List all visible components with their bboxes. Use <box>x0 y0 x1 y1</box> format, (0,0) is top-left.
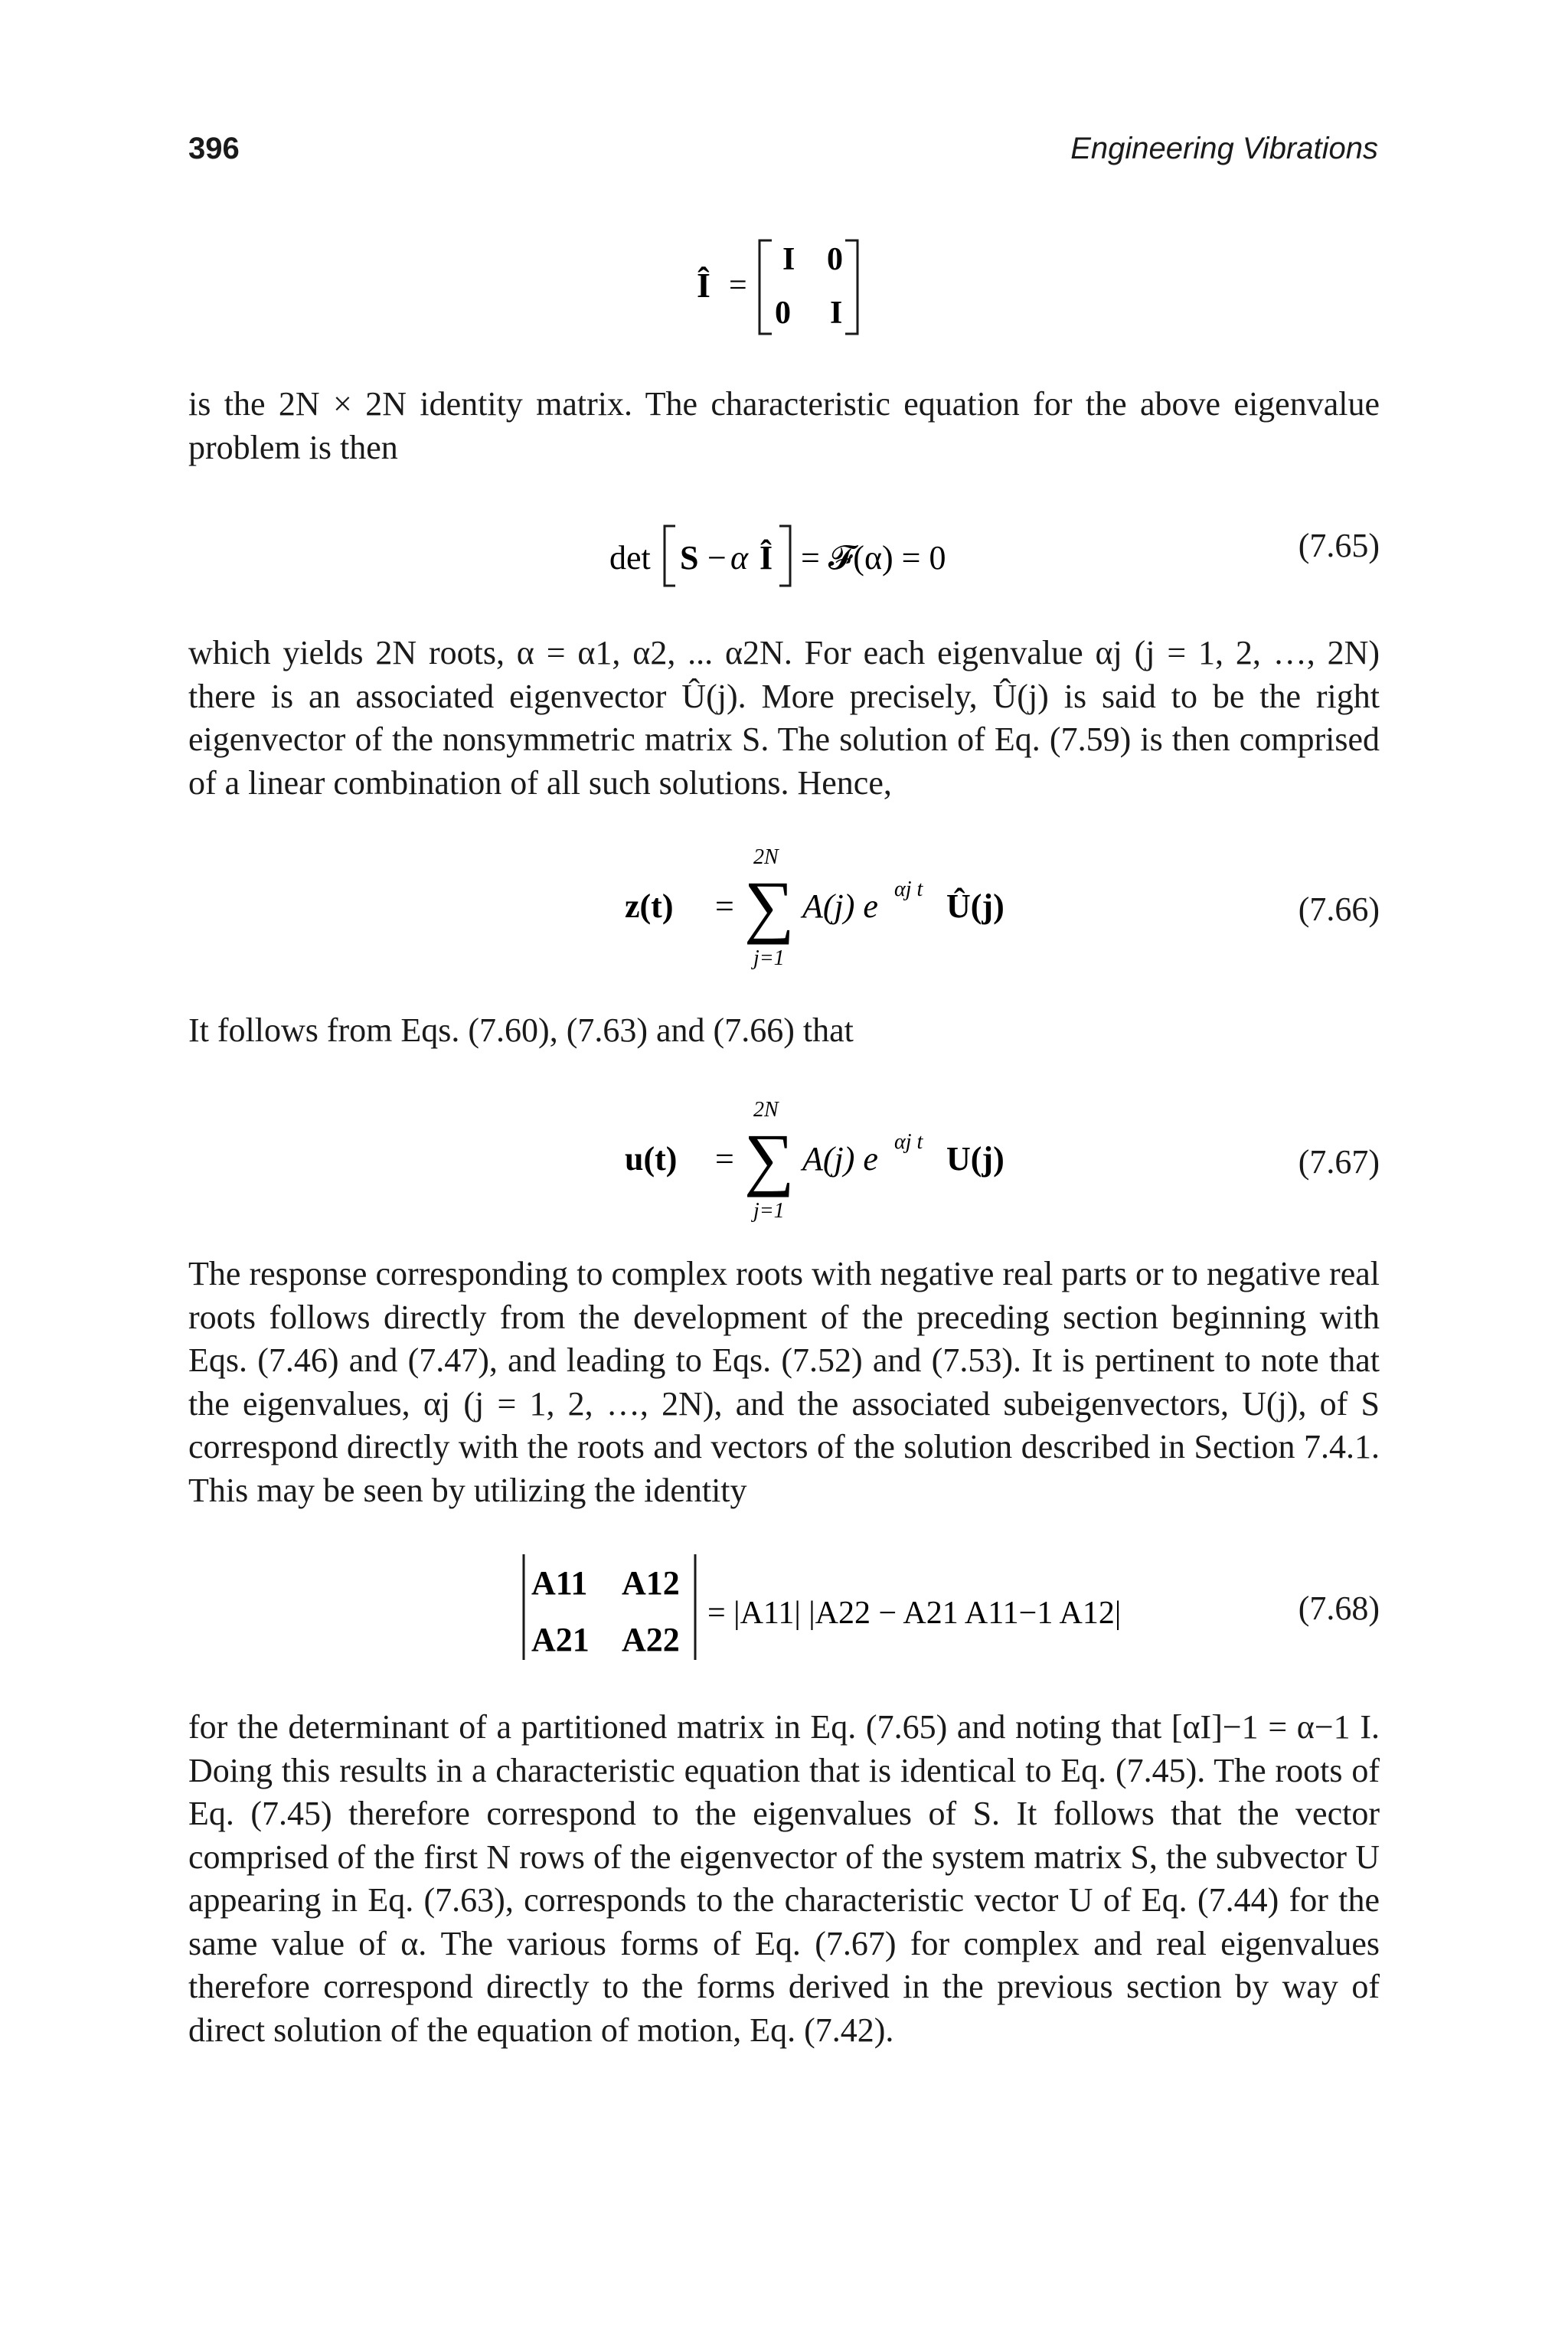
eq767-vec: U(j) <box>946 1140 1004 1178</box>
page-number: 396 <box>188 132 240 165</box>
eq767-lhs: u(t) <box>625 1140 678 1178</box>
eq767-term: A(j) e <box>802 1140 878 1178</box>
eq765-rhs: = 𝓕(α) = 0 <box>801 539 946 577</box>
eq766-vec: Û(j) <box>946 887 1004 925</box>
eq767-equals: = <box>715 1140 734 1178</box>
identity-m21: 0 <box>775 296 791 331</box>
eq766-lower: j=1 <box>753 946 785 970</box>
eq766-number: (7.66) <box>1298 890 1380 928</box>
eq766-exp: αj t <box>894 877 923 901</box>
identity-m22: I <box>830 296 843 331</box>
identity-m11: I <box>782 242 795 277</box>
equation-7-66 <box>188 842 1380 980</box>
eq767-sigma: ∑ <box>744 1119 795 1197</box>
paragraph-3: It follows from Eqs. (7.60), (7.63) and (7.66) that <box>188 1011 854 1049</box>
eq768-a21: A21 <box>531 1621 590 1658</box>
eq765-minus: − <box>707 539 727 577</box>
paragraph-5: for the determinant of a partitioned matrix in Eq. (7.65) and noting that [αI]−1 = α−1 I. Doing this results in a characteristic equation that is identical to Eq. (7.45). The roots of Eq. (7.45) therefore correspond to the eigenvalues of S. It follows that the vector comprised of the first N rows of the eigenvector of the system matrix S, the subvector U appearing in Eq. (7.63), corresponds to the characteristic vector U of Eq. (7.44) for the same value of α. The various forms of Eq. (7.67) for complex and real eigenvalues therefore correspond directly to the forms derived in the previous section by way of direct solution of the equation of motion, Eq. (7.42). <box>188 1708 1380 2049</box>
paragraph-4: The response corresponding to complex roots with negative real parts or to negative real roots follows directly from the development of the preceding section beginning with Eqs. (7.46) and (7.47), and leading to Eqs. (7.52) and (7.53). It is pertinent to note that the eigenvalues, αj (j = 1, 2, …, 2N), and the associated subeigenvectors, U(j), of S correspond directly with the roots and vectors of the solution described in Section 7.4.1. This may be seen by utilizing the identity <box>188 1255 1380 1509</box>
equation-7-67 <box>188 1095 1380 1233</box>
eq768-a22: A22 <box>622 1621 680 1658</box>
eq766-lhs: z(t) <box>625 887 674 925</box>
eq767-lower: j=1 <box>753 1199 785 1223</box>
eq765-Ihat: Î <box>760 539 773 577</box>
eq766-upper: 2N <box>753 845 779 869</box>
eq-identity-equals: = <box>729 268 747 303</box>
eq766-equals: = <box>715 887 734 925</box>
eq768-a12: A12 <box>622 1564 680 1602</box>
identity-matrix-equation <box>689 230 888 345</box>
running-title: Engineering Vibrations <box>1070 132 1378 165</box>
paragraph-1: is the 2N × 2N identity matrix. The characteristic equation for the above eigenvalue problem is then <box>188 385 1380 466</box>
eq765-number: (7.65) <box>1298 527 1380 564</box>
eq-identity-lhs: Î <box>697 266 710 305</box>
equation-7-68 <box>188 1547 1380 1669</box>
eq765-alpha: α <box>730 539 749 577</box>
identity-m12: 0 <box>827 242 843 277</box>
eq765-S: S <box>680 539 699 577</box>
eq765-det: det <box>609 539 651 577</box>
eq767-upper: 2N <box>753 1098 779 1122</box>
eq768-number: (7.68) <box>1298 1589 1380 1627</box>
eq767-exp: αj t <box>894 1130 923 1154</box>
eq766-term: A(j) e <box>802 887 878 925</box>
equation-7-65 <box>188 509 1380 616</box>
eq768-rhs: = |A11| |A22 − A21 A11−1 A12| <box>707 1596 1122 1631</box>
eq766-sigma: ∑ <box>744 867 795 945</box>
paragraph-2: which yields 2N roots, α = α1, α2, ... α2N. For each eigenvalue αj (j = 1, 2, …, 2N) there is an associated eigenvector Û(j). More precisely, Û(j) is said to be the right eigenvector of the nonsymmetric matrix S. The solution of Eq. (7.59) is then comprised of a linear combination of all such solutions. Hence, <box>188 634 1380 802</box>
eq768-a11: A11 <box>531 1564 588 1602</box>
eq767-number: (7.67) <box>1298 1143 1380 1181</box>
